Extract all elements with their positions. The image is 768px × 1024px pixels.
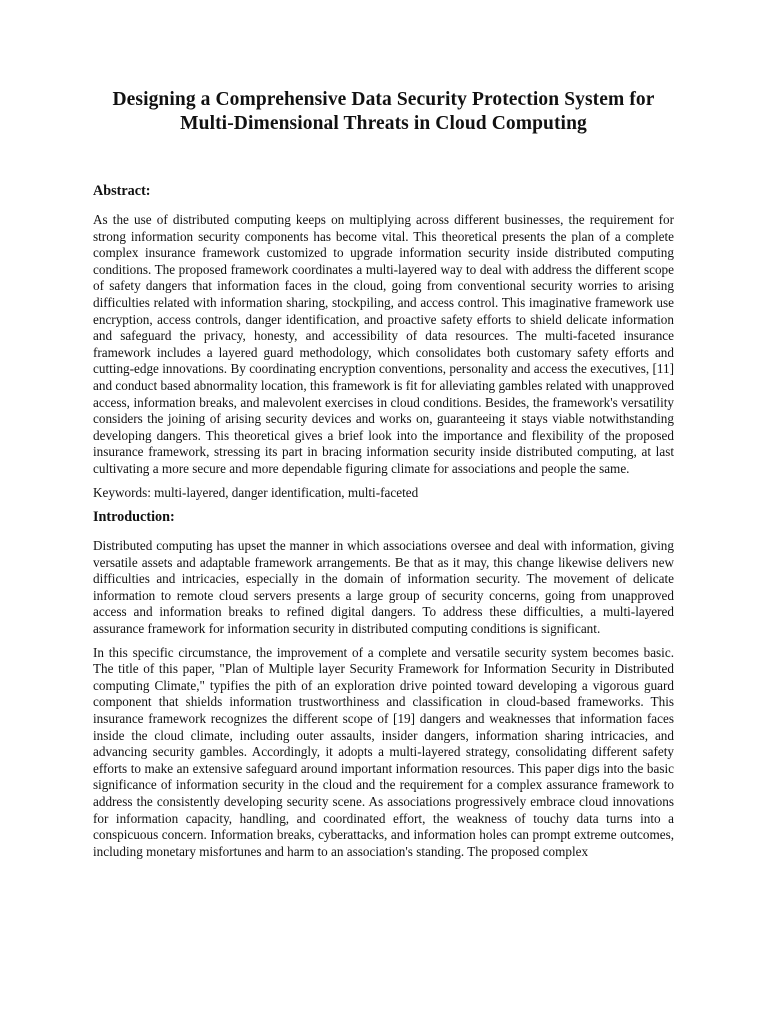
abstract-body: As the use of distributed computing keeps on multiplying across different businesses, the requirement for strong information security components has become vital. This theoretical presents the plan of a complete complex insurance framework customized to upgrade information security inside distributed computing conditions. The proposed framework coordinates a multi-layered way to deal with address the different scope of safety dangers that information faces in the cloud, going from conventional security worries to arising difficulties related with information sharing, stockpiling, and access control. This imaginative framework use encryption, access controls, danger identification, and proactive safety efforts to shield delicate information and safeguard the privacy, honesty, and accessibility of data resources. The multi-faceted insurance framework includes a layered guard methodology, which consolidates both customary safety efforts and cutting-edge innovations. By coordinating encryption conventions, personality and access the executives, [11] and conduct based abnormality location, this framework is fit for alleviating gambles related with unapproved access, information breaks, and malevolent exercises in cloud conditions. Besides, the framework's versatility considers the joining of arising security devices and works on, guaranteeing it stays viable notwithstanding developing dangers. This theoretical gives a brief look into the importance and flexibility of the proposed insurance framework, stressing its part in bracing information security inside distributed computing, at last cultivating a more secure and more dependable figuring climate for associations and people the same. — [93, 212, 674, 476]
keywords-line: Keywords: multi-layered, danger identification, multi-faceted — [93, 484, 419, 500]
paper-page — [93, 88, 674, 867]
abstract-heading: Abstract: — [93, 183, 151, 199]
introduction-paragraph-2: In this specific circumstance, the improvement of a complete and versatile security system becomes basic. The title of this paper, "Plan of Multiple layer Security Framework for Information Security in Distributed computing Climate," typifies the pith of an exploration drive pointed toward developing a vigorous guard component that shields information trustworthiness and classification in cloud-based frameworks. This insurance framework recognizes the different scope of [19] dangers and weaknesses that information faces inside the cloud climate, including outer assaults, insider dangers, information sharing intricacies, and advancing security gambles. Accordingly, it adopts a multi-layered strategy, consolidating different safety efforts to make an extensive safeguard around important information resources. This paper digs into the basic significance of information security in the cloud and the requirement for a complex assurance framework to address the consistently developing security scene. As associations progressively embrace cloud innovations for information capacity, handling, and coordinated effort, the weakness of touchy data turns into a conspicuous concern. Information breaks, cyberattacks, and information holes can prompt extreme outcomes, including monetary misfortunes and harm to an association's standing. The proposed complex — [93, 644, 674, 859]
introduction-heading: Introduction: — [93, 509, 175, 526]
paper-title-line-2: Multi-Dimensional Threats in Cloud Computing — [180, 113, 587, 134]
paper-title-line-1: Designing a Comprehensive Data Security Protection System for — [112, 89, 655, 110]
introduction-paragraph-1: Distributed computing has upset the manner in which associations oversee and deal with information, giving versatile assets and adaptable framework arrangements. Be that as it may, this change likewise delivers new difficulties and intricacies, especially in the domain of information security. The movement of delicate information to remote cloud servers presents a large group of security concerns, going from unapproved access and information breaks to refined digital dangers. To address these difficulties, a multi-layered assurance framework for information security in distributed computing conditions is significant. — [93, 538, 674, 637]
paper-title — [93, 88, 674, 136]
